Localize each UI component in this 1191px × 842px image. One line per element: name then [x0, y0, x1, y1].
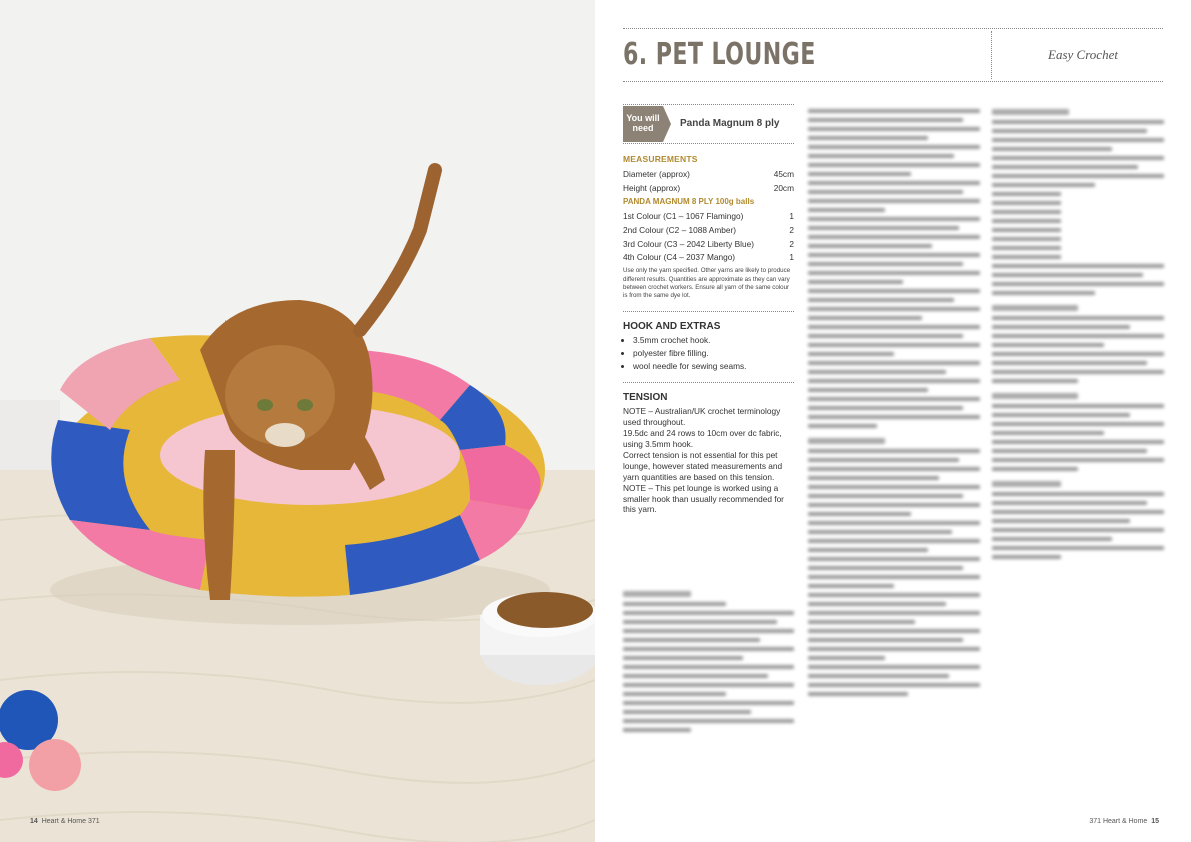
balls-heading: PANDA MAGNUM 8 PLY 100g balls — [623, 197, 755, 207]
measurement-value: 45cm — [773, 169, 794, 180]
page-title: 6. PET LOUNGE — [623, 37, 816, 72]
left-page-number: 14 — [30, 818, 38, 825]
measurement-row — [623, 169, 794, 180]
blurred-pattern-text — [808, 104, 980, 701]
you-will-need-badge: You will need — [623, 106, 663, 142]
yarn-note: Use only the yarn specified. Other yarns are likely to produce different results. Quantities are approximate as they can vary between crochet workers. Ensure all yarn of the same colour is from the same dye lot. — [623, 267, 791, 300]
left-publication: Heart & Home 371 — [41, 818, 100, 825]
tension-correctness: Correct tension is not essential for this pet lounge, however stated measurements and yarn quantities are based on this tension. — [623, 449, 783, 482]
colour-qty: 2 — [789, 224, 794, 235]
right-page-number: 15 — [1151, 818, 1159, 825]
cat-bed-illustration — [0, 0, 595, 842]
blurred-pattern-text — [992, 104, 1164, 564]
tension-gauge: 19.5dc and 24 rows to 10cm over dc fabric, using 3.5mm hook. — [623, 427, 782, 449]
pattern-page — [595, 0, 1191, 842]
measurement-row — [623, 183, 794, 194]
measurements-heading: MEASUREMENTS — [623, 154, 698, 164]
colour-row — [623, 225, 794, 236]
colour-label: 3rd Colour (C3 – 2042 Liberty Blue) — [623, 238, 754, 249]
left-folio — [30, 818, 100, 825]
yarn-name: Panda Magnum 8 ply — [680, 118, 780, 130]
colour-label: 2nd Colour (C2 – 1088 Amber) — [623, 224, 736, 235]
hook-extras-heading: HOOK AND EXTRAS — [623, 320, 721, 332]
difficulty-level: Easy Crochet — [1048, 47, 1118, 62]
colour-qty: 1 — [789, 210, 794, 221]
colour-row — [623, 211, 794, 222]
blurred-pattern-text — [623, 586, 794, 737]
colour-qty: 1 — [789, 252, 794, 263]
measurement-value: 20cm — [773, 183, 794, 194]
you-will-need-bar — [623, 104, 794, 144]
cat-photo — [0, 0, 595, 842]
title-divider — [991, 31, 992, 79]
tension-hook-note: NOTE – This pet lounge is worked using a smaller hook than usually recommended for this yarn. — [623, 482, 784, 515]
list-item: • wool needle for sewing seams. — [633, 361, 794, 372]
tension-heading: TENSION — [623, 391, 668, 403]
colour-qty: 2 — [789, 238, 794, 249]
colour-row — [623, 239, 794, 250]
requirements-column — [623, 104, 794, 515]
right-publication: 371 Heart & Home — [1089, 818, 1148, 825]
colour-label: 4th Colour (C4 – 2037 Mango) — [623, 252, 736, 263]
divider — [623, 382, 794, 383]
colour-row — [623, 252, 794, 263]
title-bar — [623, 28, 1163, 82]
divider — [623, 311, 794, 312]
extras-list — [623, 335, 794, 372]
measurement-label: Diameter (approx) — [623, 169, 690, 180]
measurement-label: Height (approx) — [623, 183, 681, 194]
colour-label: 1st Colour (C1 – 1067 Flamingo) — [623, 210, 744, 221]
list-item: • polyester fibre filling. — [633, 348, 794, 359]
tension-note: NOTE – Australian/UK crochet terminology used throughout. — [623, 406, 781, 427]
list-item: • 3.5mm crochet hook. — [633, 335, 794, 346]
